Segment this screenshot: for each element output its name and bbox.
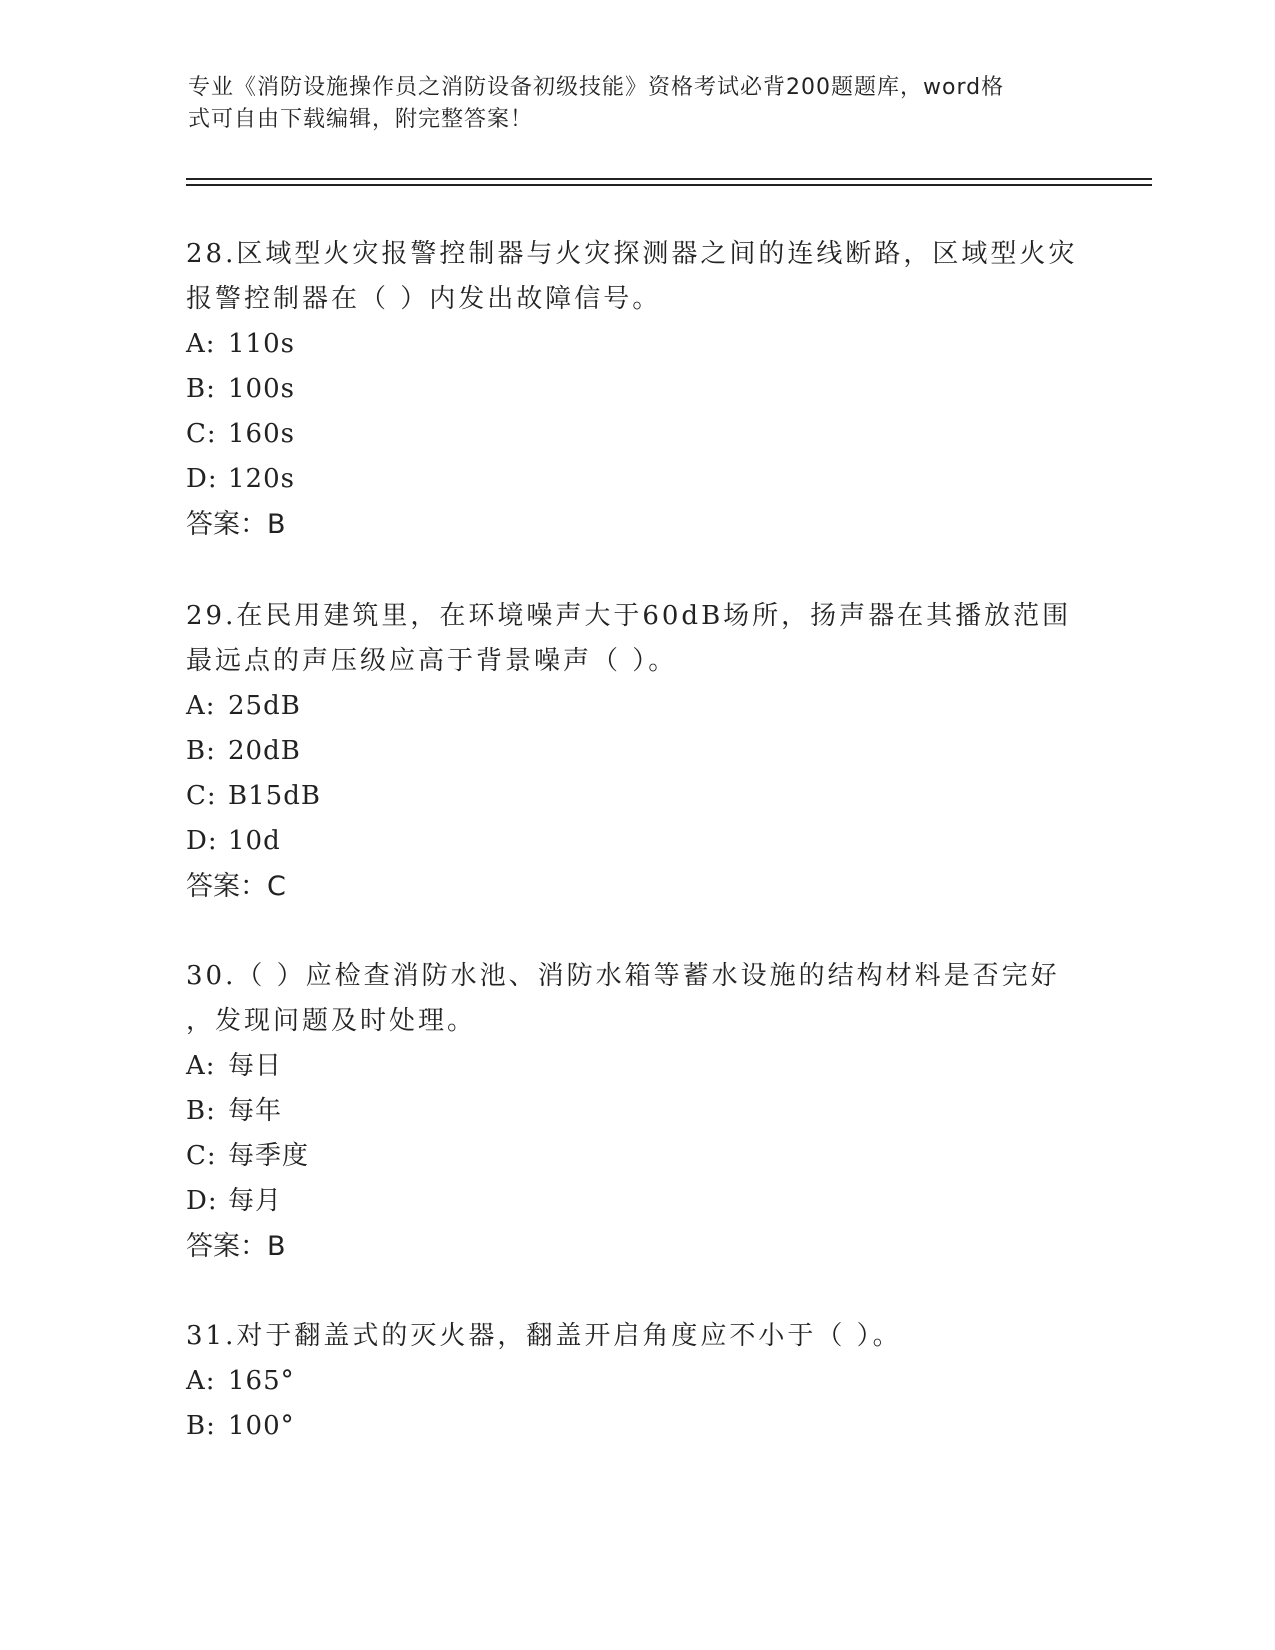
question-30	[186, 954, 1086, 1269]
question-28	[186, 232, 1086, 547]
option-a	[186, 1044, 1086, 1089]
option-letter: D:	[186, 826, 218, 856]
option-letter: C:	[186, 1141, 217, 1171]
option-letter: D:	[186, 1186, 218, 1216]
option-text: B15dB	[228, 781, 321, 811]
question-text-line: 28.区域型火灾报警控制器与火灾探测器之间的连线断路，区域型火灾	[186, 239, 1078, 269]
option-b	[186, 729, 1086, 774]
option-text: 100s	[228, 374, 295, 404]
header-line-2: 式可自由下载编辑，附完整答案！	[188, 107, 534, 132]
option-letter: B:	[186, 1096, 216, 1126]
option-text: 每年	[228, 1096, 283, 1126]
header-line-1: 专业《消防设施操作员之消防设备初级技能》资格考试必背200题题库，word格	[188, 75, 1005, 100]
option-c	[186, 1134, 1086, 1179]
option-letter: B:	[186, 1411, 216, 1441]
question-31	[186, 1314, 1086, 1449]
option-d	[186, 1179, 1086, 1224]
option-letter: C:	[186, 781, 217, 811]
header-divider-top	[186, 178, 1152, 180]
option-text: 165°	[228, 1366, 295, 1396]
option-letter: A:	[186, 329, 216, 359]
option-d	[186, 457, 1086, 502]
option-a	[186, 1359, 1086, 1404]
option-text: 每季度	[228, 1141, 310, 1171]
question-29	[186, 594, 1086, 909]
option-b	[186, 367, 1086, 412]
question-text-line: ，发现问题及时处理。	[186, 1006, 477, 1036]
option-text: 20dB	[228, 736, 301, 766]
document-header-note	[188, 72, 1068, 136]
option-letter: A:	[186, 1051, 216, 1081]
option-b	[186, 1089, 1086, 1134]
option-c	[186, 412, 1086, 457]
option-d	[186, 819, 1086, 864]
option-a	[186, 322, 1086, 367]
option-text: 每日	[228, 1051, 283, 1081]
option-text: 120s	[228, 464, 295, 494]
option-letter: D:	[186, 464, 218, 494]
option-text: 160s	[228, 419, 295, 449]
option-b	[186, 1404, 1086, 1449]
question-text-line: 30.（ ）应检查消防水池、消防水箱等蓄水设施的结构材料是否完好	[186, 961, 1060, 991]
option-text: 10d	[228, 826, 281, 856]
question-text-line: 29.在民用建筑里，在环境噪声大于60dB场所，扬声器在其播放范围	[186, 601, 1072, 631]
option-text: 110s	[228, 329, 295, 359]
option-text: 100°	[228, 1411, 295, 1441]
option-letter: B:	[186, 374, 216, 404]
question-text-line: 报警控制器在（ ）内发出故障信号。	[186, 284, 662, 314]
option-letter: C:	[186, 419, 217, 449]
option-letter: A:	[186, 1366, 216, 1396]
option-letter: A:	[186, 691, 216, 721]
option-letter: B:	[186, 736, 216, 766]
option-text: 每月	[228, 1186, 283, 1216]
question-text-line: 31.对于翻盖式的灭火器，翻盖开启角度应不小于（ ）。	[186, 1321, 902, 1351]
option-a	[186, 684, 1086, 729]
option-text: 25dB	[228, 691, 301, 721]
header-divider-bottom	[186, 184, 1152, 186]
answer-label: 答案：C	[186, 871, 286, 902]
option-c	[186, 774, 1086, 819]
question-text-line: 最远点的声压级应高于背景噪声（ ）。	[186, 646, 678, 676]
answer-label: 答案：B	[186, 509, 286, 540]
answer-label: 答案：B	[186, 1231, 286, 1262]
